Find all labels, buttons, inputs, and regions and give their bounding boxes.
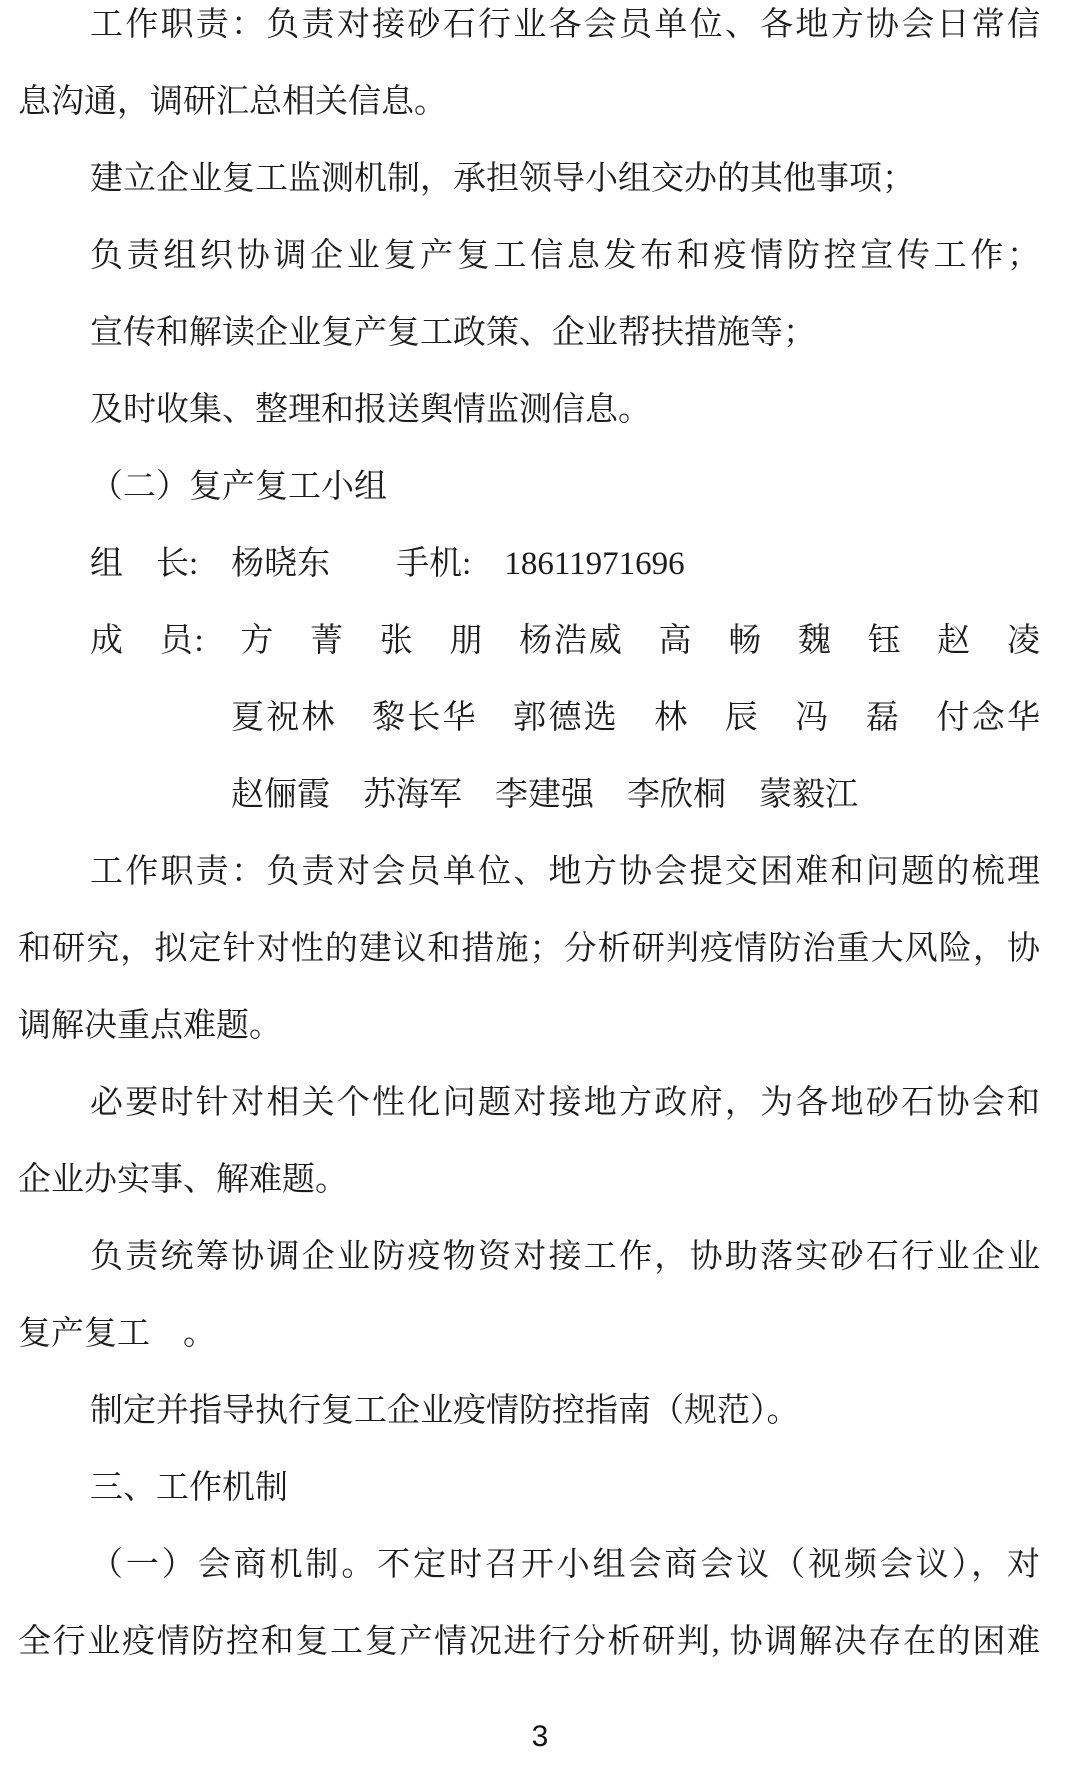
document-line: 工作职责：负责对接砂石行业各会员单位、各地方协会日常信 (90, 7, 1040, 43)
document-line: 必要时针对相关个性化问题对接地方政府，为各地砂石协会和 (90, 1085, 1040, 1121)
document-line: 负责组织协调企业复产复工信息发布和疫情防控宣传工作； (90, 238, 1040, 274)
document-line: 宣传和解读企业复产复工政策、企业帮扶措施等； (90, 315, 816, 351)
document-line: 赵俪霞 苏海军 李建强 李欣桐 蒙毅江 (231, 777, 858, 813)
document-line: 夏祝林 黎长华 郭德选 林 辰 冯 磊 付念华 (231, 700, 1040, 736)
document-line: 企业办实事、解难题。 (18, 1162, 348, 1198)
document-body (18, 0, 1040, 1681)
document-line: 组 长: 杨晓东 手机: 18611971696 (90, 546, 685, 582)
document-line: 制定并指导执行复工企业疫情防控指南（规范）。 (90, 1393, 800, 1429)
document-line: 工作职责：负责对会员单位、地方协会提交困难和问题的梳理 (90, 854, 1040, 890)
page-number: 3 (531, 1720, 549, 1753)
document-line: 息沟通，调研汇总相关信息。 (18, 84, 447, 120)
document-line: （一）会商机制。不定时召开小组会商会议（视频会议），对 (90, 1547, 1040, 1583)
document-line: 和研究，拟定针对性的建议和措施；分析研判疫情防治重大风险，协 (18, 931, 1040, 967)
document-line: 及时收集、整理和报送舆情监测信息。 (90, 392, 651, 428)
document-line: 负责统筹协调企业防疫物资对接工作，协助落实砂石行业企业 (90, 1239, 1040, 1275)
document-line: 全行业疫情防控和复工复产情况进行分析研判, 协调解决存在的困难 (18, 1624, 1040, 1660)
document-line: 建立企业复工监测机制，承担领导小组交办的其他事项； (90, 161, 915, 197)
document-line: 调解决重点难题。 (18, 1008, 282, 1044)
document-line: （二）复产复工小组 (90, 469, 387, 505)
document-line: 复产复工 。 (18, 1316, 216, 1352)
document-line: 三、工作机制 (90, 1470, 288, 1506)
document-line: 成 员: 方 菁 张 朋 杨浩威 高 畅 魏 钰 赵 凌 (90, 623, 1040, 659)
